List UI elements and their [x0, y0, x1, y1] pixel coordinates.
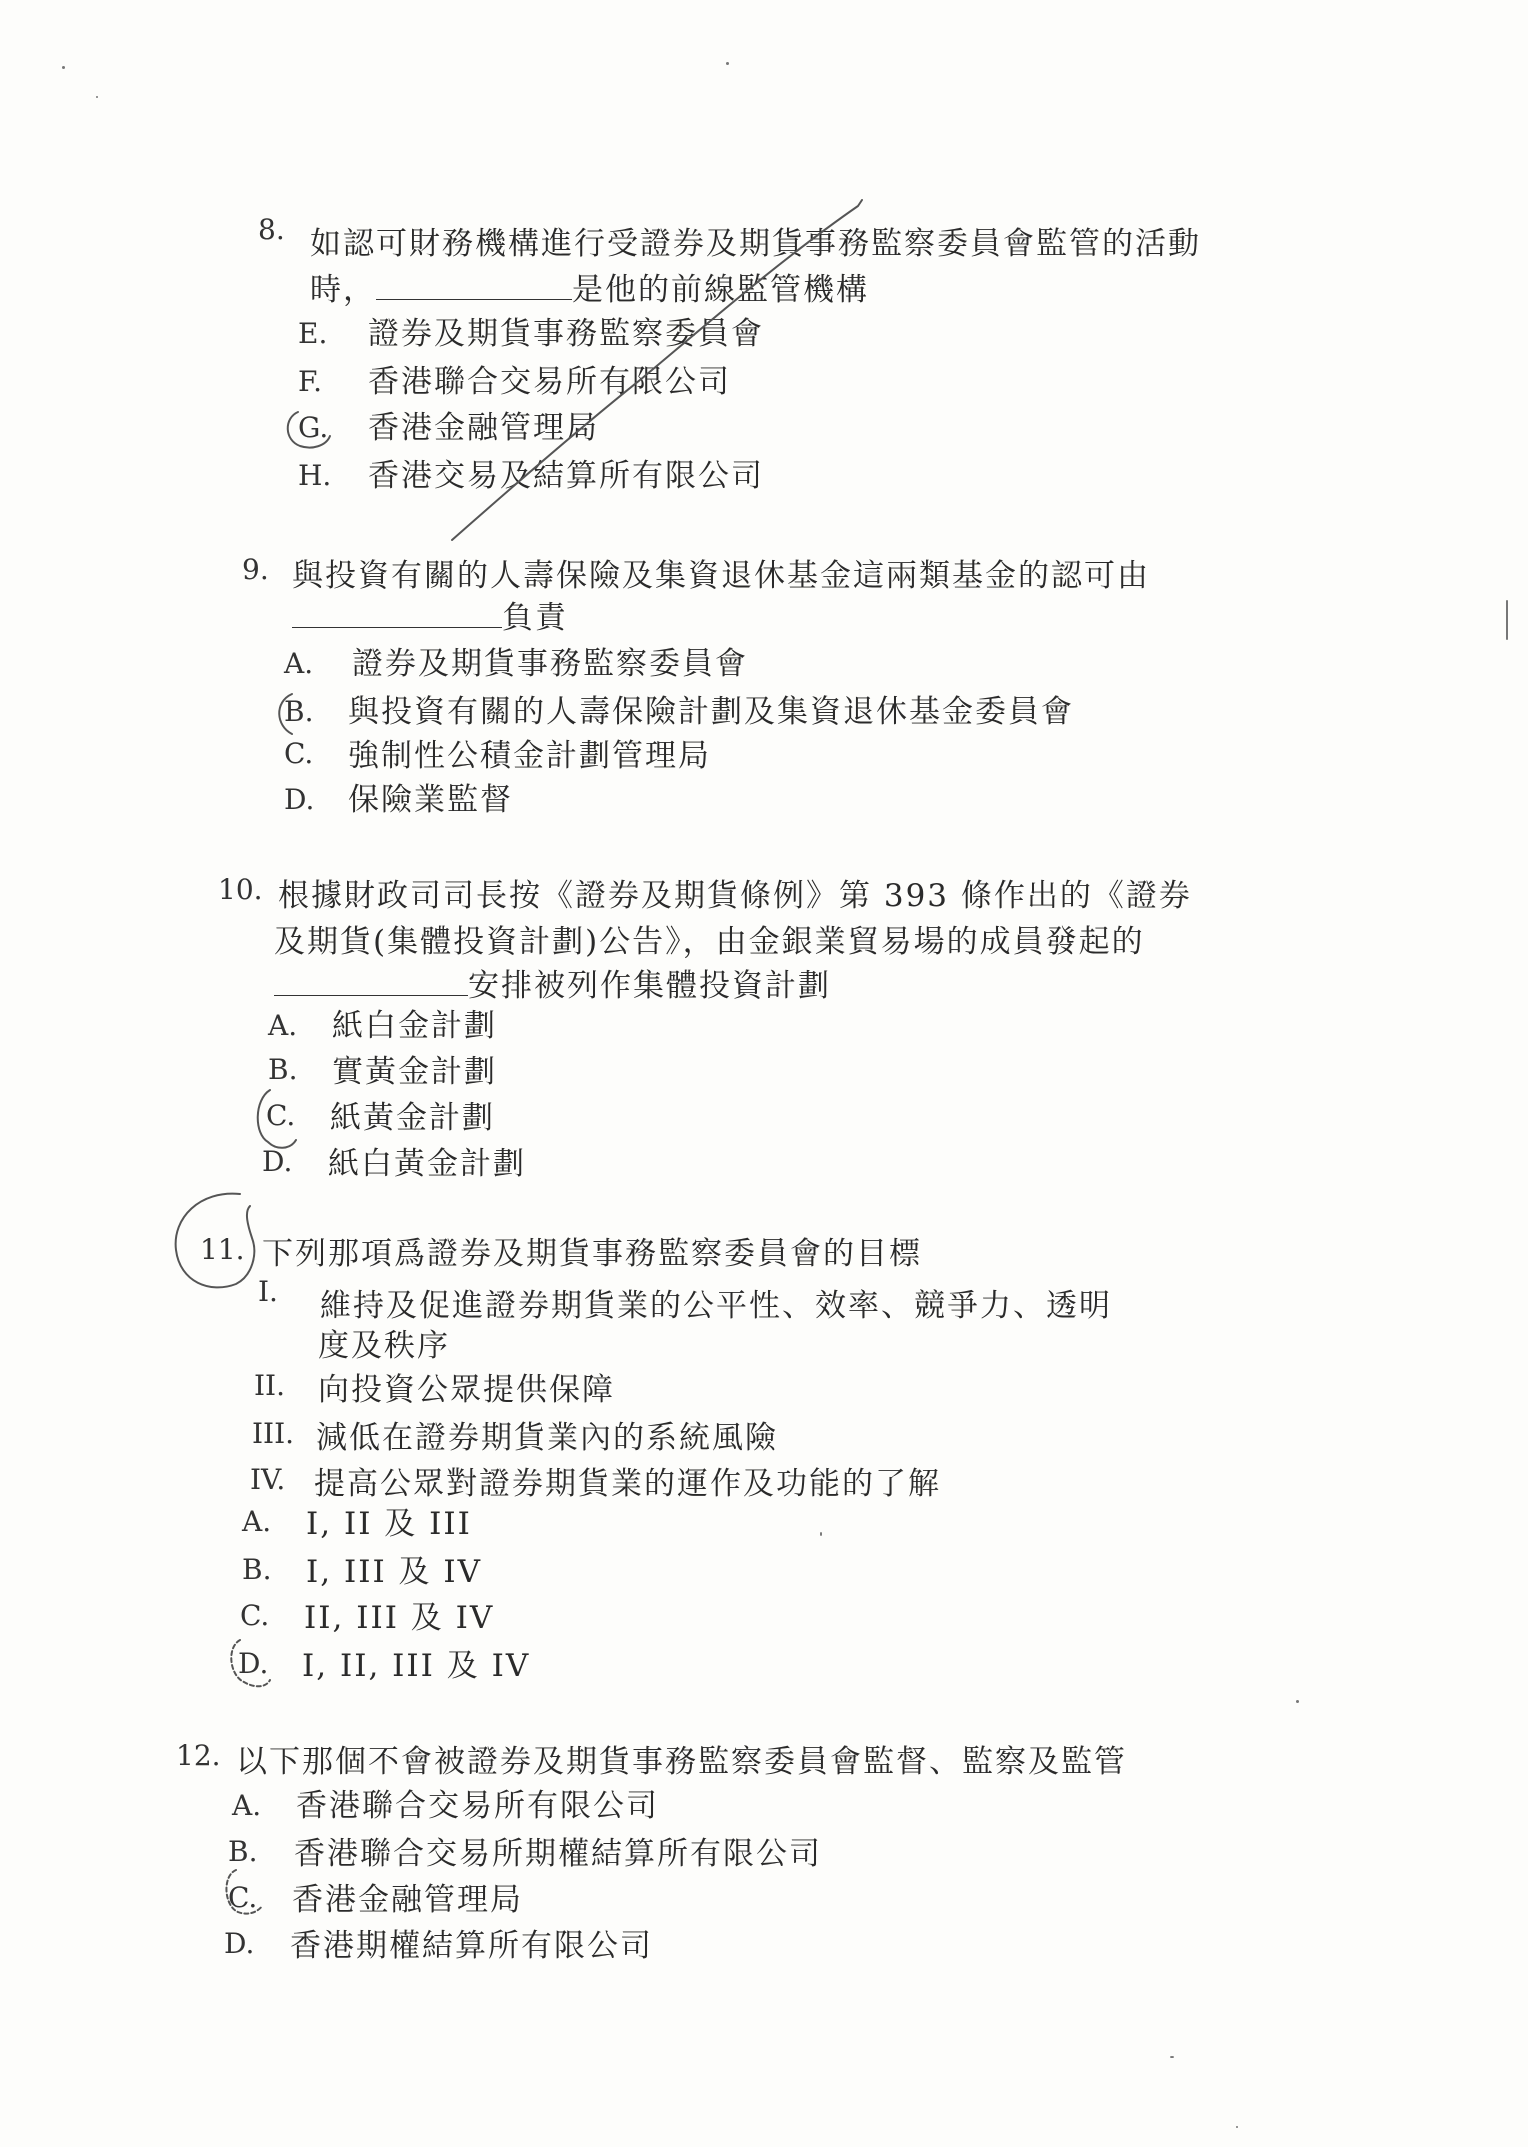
option-label: H.: [298, 459, 332, 492]
speck: [1170, 2056, 1174, 2058]
speck: [62, 66, 65, 69]
answer-circle-q11: [231, 1640, 270, 1686]
option-text: I, II, III 及 IV: [302, 1648, 531, 1684]
question-stem-cont: 安排被列作集體投資計劃: [274, 966, 831, 1006]
question-stem: 如認可財務機構進行受證券及期貨事務監察委員會監管的活動: [310, 226, 1201, 262]
option-text: 紙黃金計劃: [330, 1100, 495, 1136]
option-label: A.: [242, 1505, 272, 1538]
question-number: 9.: [242, 553, 269, 586]
option-text: 實黃金計劃: [332, 1054, 497, 1090]
question-number: 12.: [176, 1739, 221, 1772]
option-text: II, III 及 IV: [304, 1600, 495, 1636]
speck: [1506, 600, 1508, 640]
option-text: 紙白黃金計劃: [328, 1146, 526, 1182]
question-stem: 下列那項爲證券及期貨事務監察委員會的目標: [262, 1236, 922, 1272]
question-stem: 以下那個不會被證券及期貨事務監察委員會監督、監察及監管: [236, 1744, 1127, 1780]
option-text: 香港聯合交易所有限公司: [296, 1788, 659, 1824]
option-label: C.: [228, 1881, 258, 1914]
option-label: A.: [268, 1009, 298, 1042]
option-label: G.: [298, 411, 329, 444]
option-label: B.: [242, 1553, 272, 1586]
question-stem: 與投資有關的人壽保險及集資退休基金這兩類基金的認可由: [292, 558, 1150, 594]
option-text: 證券及期貨事務監察委員會: [368, 316, 764, 352]
question-number: 11.: [200, 1233, 245, 1266]
answer-circle-q9: [279, 694, 292, 734]
option-text: 證券及期貨事務監察委員會: [352, 646, 748, 682]
speck: [1236, 2126, 1238, 2128]
option-label: A.: [232, 1789, 262, 1822]
option-label: B.: [228, 1835, 258, 1868]
question-stem-cont: 負責: [292, 598, 568, 638]
option-label: D.: [224, 1927, 255, 1960]
statement-label: III.: [252, 1417, 295, 1450]
option-label: D.: [284, 783, 315, 816]
statement-label: IV.: [250, 1463, 286, 1496]
option-text: 保險業監督: [348, 782, 513, 818]
option-text: 香港期權結算所有限公司: [290, 1928, 653, 1964]
option-label: D.: [238, 1647, 269, 1680]
option-label: C.: [240, 1599, 270, 1632]
option-text: 紙白金計劃: [332, 1008, 497, 1044]
option-label: B.: [284, 695, 314, 728]
answer-circle-q8: [288, 412, 330, 448]
question-number: 8.: [258, 213, 285, 246]
question-stem-cont: 及期貨(集體投資計劃)公告》，由金銀業貿易場的成員發起的: [274, 924, 1145, 960]
statement-label: I.: [258, 1275, 278, 1308]
option-text: 香港金融管理局: [292, 1882, 523, 1918]
speck: [726, 62, 729, 65]
option-text: 與投資有關的人壽保險計劃及集資退休基金委員會: [348, 694, 1074, 730]
question-circle-q11: [176, 1194, 255, 1288]
option-label: A.: [284, 647, 314, 680]
speck: [1296, 1700, 1299, 1703]
option-label: B.: [268, 1053, 298, 1086]
question-number: 10.: [218, 873, 263, 906]
statement-text: 減低在證券期貨業內的系統風險: [316, 1420, 778, 1456]
statement-text-cont: 度及秩序: [318, 1328, 450, 1364]
option-label: E.: [298, 317, 328, 350]
question-stem-cont: 時， 是他的前線監管機構: [310, 272, 869, 308]
speck: [96, 96, 98, 98]
option-label: F.: [298, 365, 322, 398]
answer-circle-q10: [258, 1090, 296, 1148]
statement-text: 維持及促進證券期貨業的公平性、效率、競爭力、透明: [320, 1288, 1112, 1324]
speck: [820, 1532, 822, 1536]
option-text: I, III 及 IV: [306, 1554, 483, 1590]
question-stem: 根據財政司司長按《證券及期貨條例》第 393 條作出的《證券: [278, 878, 1192, 914]
statement-text: 向投資公眾提供保障: [318, 1372, 615, 1408]
answer-circle-q12: [226, 1870, 262, 1914]
option-text: 香港聯合交易所有限公司: [368, 364, 731, 400]
option-text: 香港聯合交易所期權結算所有限公司: [294, 1836, 822, 1872]
strike-line: [452, 200, 862, 540]
statement-label: II.: [254, 1369, 286, 1402]
option-text: 強制性公積金計劃管理局: [348, 738, 711, 774]
option-text: I, II 及 III: [306, 1506, 472, 1542]
option-text: 香港交易及結算所有限公司: [368, 458, 764, 494]
option-label: C.: [266, 1099, 296, 1132]
option-label: D.: [262, 1145, 293, 1178]
option-text: 香港金融管理局: [368, 410, 599, 446]
statement-text: 提高公眾對證券期貨業的運作及功能的了解: [314, 1466, 941, 1502]
option-label: C.: [284, 737, 314, 770]
